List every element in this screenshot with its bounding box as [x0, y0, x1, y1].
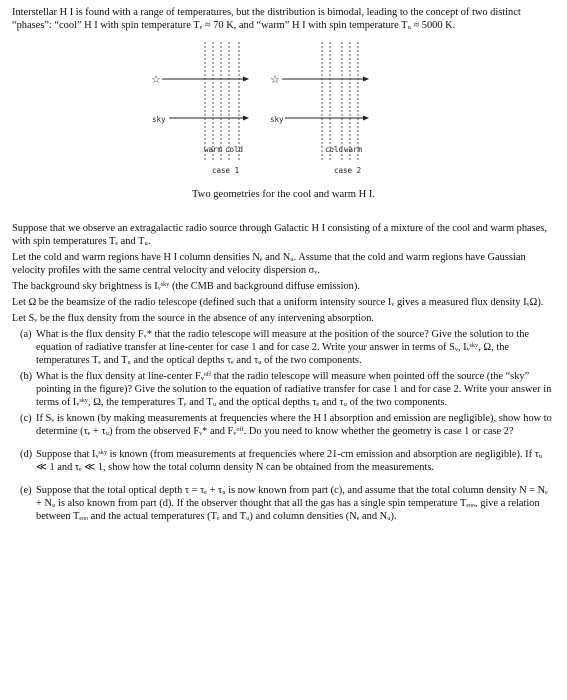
question-text: If Sᵥ is known (by making measurements at frequencies where the H I absorption and emission are negligible), show how to determine (τₑ + τᵤ) from the observed Fᵥ* and Fᵥᵒᶠᶠ. Do you need to know whether the geometry is case 1 or case 2?: [36, 413, 552, 437]
figure-geometries: [12, 36, 555, 206]
sky-label-left: sky: [152, 115, 166, 124]
question-c: [12, 412, 555, 438]
case2-label: case 2: [334, 166, 362, 175]
intro-paragraph: Interstellar H I is found with a range of temperatures, but the distribution is bimodal, leading to the concept of two distinct “phases”: “cool” H I with spin temperature Tₑ ≈ 70 K, and “warm” H I with spin temperature Tᵤ ≈ 5000 K.: [12, 7, 521, 31]
case2-diagram: [270, 42, 369, 175]
case1-label: case 1: [212, 166, 240, 175]
paragraph-flux: Let Sᵥ be the flux density from the source in the absence of any intervening absorption.: [12, 313, 375, 324]
question-b: [12, 370, 555, 409]
question-text: What is the flux density at line-center Fᵥᵒᶠᶠ that the radio telescope will measure when pointed off the source (the “sky” pointing in the figure)? Give the solution to the equation of radiative transfer for case 1 and for case 2. Write your answer in terms of Iᵥˢᵏʸ, Ω, the temperatures Tₑ and Tᵤ and the optical depths τₑ and τᵤ of the two components.: [36, 371, 552, 408]
paragraph-mixture: Suppose that we observe an extragalactic radio source through Galactic H I consisting of a mixture of the cool and warm phases, with spin temperatures Tₑ and Tᵤ.: [12, 223, 547, 247]
question-e: [12, 484, 555, 523]
question-label: (e): [20, 485, 32, 496]
question-list: [12, 328, 555, 523]
case1-warm-label: warm: [204, 145, 223, 154]
figure-diagram: [12, 36, 555, 186]
question-d: [12, 448, 555, 474]
paragraph-background: The background sky brightness is Iᵥˢᵏʸ (the CMB and background diffuse emission).: [12, 281, 360, 292]
star-icon: ☆: [151, 74, 161, 86]
figure-caption: Two geometries for the cool and warm H I.: [191, 189, 376, 200]
paragraph-column-densities: Let the cold and warm regions have H I column densities Nₑ and Nᵤ. Assume that the cold and warm regions have Gaussian velocity profiles with the same central velocity and velocity dispersion σᵥ.: [12, 252, 526, 276]
question-label: (c): [20, 413, 32, 424]
question-text: Suppose that Iᵥˢᵏʸ is known (from measurements at frequencies where 21-cm emission and absorption are negligible). If τᵤ ≪ 1 and τₑ ≪ 1, show how the total column density N can be obtained from the measurements.: [36, 449, 543, 473]
question-label: (b): [20, 371, 33, 382]
question-label: (d): [20, 449, 33, 460]
case2-cold-label: cold: [325, 145, 344, 154]
case1-cold-label: cold: [225, 145, 244, 154]
sky-label-right: sky: [270, 115, 284, 124]
star-icon: ☆: [270, 74, 280, 86]
question-a: [12, 328, 555, 367]
case1-diagram: [151, 42, 249, 175]
case2-warm-label: warm: [344, 145, 363, 154]
question-text: Suppose that the total optical depth τ = τₑ + τᵤ is now known from part (c), and assume that the total column density N = Nₑ + Nᵤ is also known from part (d). If the observer thought that all the gas has a single spin temperature Tₑₒₒ, give a relation between Tₑₒₒ and the actual temperatures (Tₑ and Tᵤ) and column densities (Nₑ and Nᵤ).: [36, 485, 548, 522]
question-label: (a): [20, 329, 32, 340]
question-text: What is the flux density Fᵥ* that the radio telescope will measure at the position of the source? Give the solution to the equation of radiative transfer at line-center for case 1 and for case 2. Write your answer in terms of Sᵥ, Iᵥˢᵏʸ, Ω, the temperatures Tₑ and Tᵤ and the optical depths τₑ and τᵤ of the two components.: [36, 329, 530, 366]
paragraph-beamsize: Let Ω be the beamsize of the radio telescope (defined such that a uniform intensity source Iᵥ gives a measured flux density IᵥΩ).: [12, 297, 544, 308]
